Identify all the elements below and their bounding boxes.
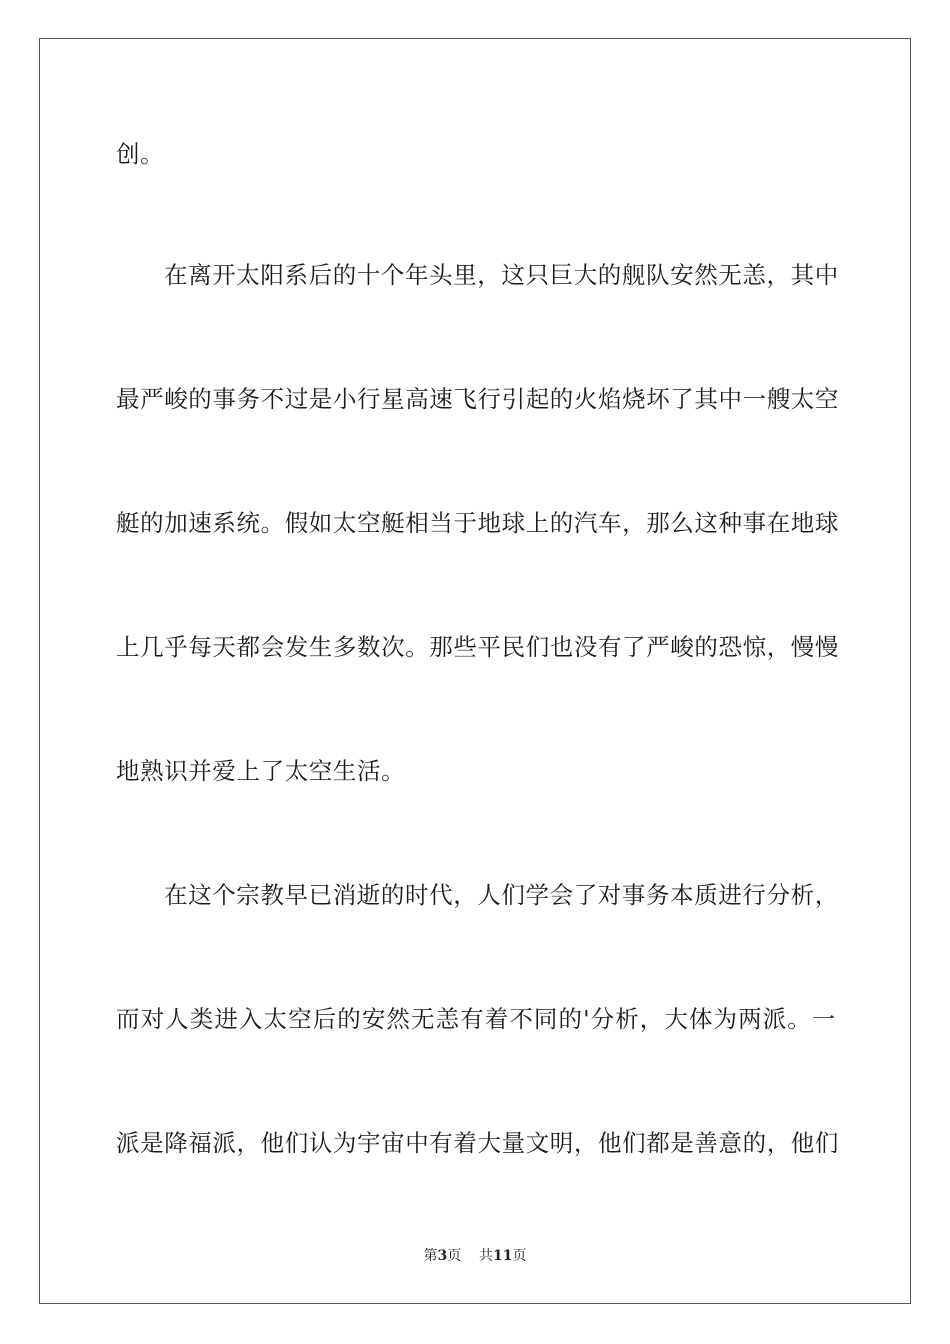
- page-label-prefix: 第: [423, 1248, 438, 1264]
- text-line: 上几乎每天都会发生多数次。那些平民们也没有了严峻的恐惊，慢慢: [116, 633, 839, 661]
- page-footer: [0, 1246, 950, 1266]
- paragraph-start-line: 在这个宗教早已消逝的时代，人们学会了对事务本质进行分析，: [164, 881, 839, 909]
- page-number: 3: [437, 1248, 448, 1264]
- total-label-suffix: 页: [512, 1248, 527, 1264]
- text-line: 而对人类进入太空后的安然无恙有着不同的'分析，大体为两派。一: [116, 1005, 836, 1033]
- paragraph-start-line: 在离开太阳系后的十个年头里，这只巨大的舰队安然无恙，其中: [164, 261, 839, 289]
- text-line: 地熟识并爱上了太空生活。: [116, 757, 406, 785]
- page-label-suffix: 页: [447, 1248, 462, 1264]
- total-label-prefix: 共: [479, 1248, 494, 1264]
- total-pages: 11: [493, 1248, 513, 1264]
- page-border: [39, 38, 911, 1304]
- text-line: 派是降福派，他们认为宇宙中有着大量文明，他们都是善意的，他们: [116, 1129, 839, 1157]
- text-line: 艇的加速系统。假如太空艇相当于地球上的汽车，那么这种事在地球: [116, 509, 839, 537]
- text-line: 最严峻的事务不过是小行星高速飞行引起的火焰烧坏了其中一艘太空: [116, 385, 839, 413]
- text-line: 创。: [116, 140, 165, 168]
